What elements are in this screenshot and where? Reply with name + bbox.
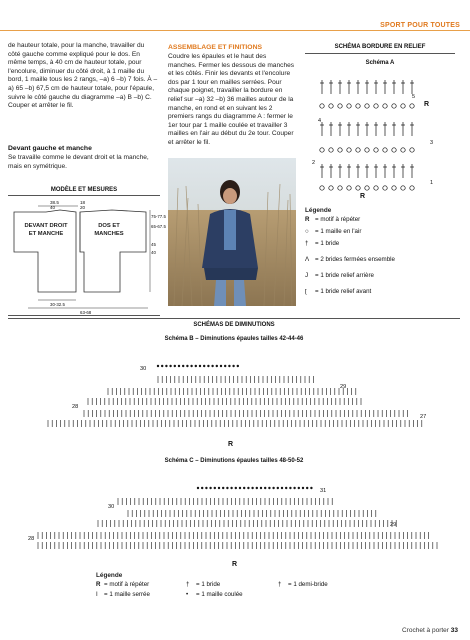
model-photo <box>168 158 296 306</box>
schema-c-title: Schéma C – Diminutions épaules tailles 48-50-52 <box>164 458 304 464</box>
m-right3: 45 <box>151 242 156 247</box>
assembly-text: Coudre les épaules et le haut des manches. Fermer les dessous de manches et les côtés. Finir les devants et l'encolure dos par 1 tour en mailles serrées. Pour chaque poignet, travailler la bordure en relief sur –a) 32 –b) 36 mailles autour de la manche, en rond et en suivant les 2 premiers rangs du diagramme A : fermer le 1er tour par 1 maille coulée et travailler 3 mailles en l'air au début du 2e tour. Couper et arrêter le fil. <box>168 53 295 146</box>
dim-legend-sym: † <box>278 581 282 588</box>
m-right2: 65-67.5 <box>151 224 166 229</box>
m-bottom2: 63-68 <box>80 310 92 315</box>
schema-a-diagram <box>312 70 452 200</box>
schema-c-label-30: 30 <box>108 504 115 510</box>
schema-b-label-29: 29 <box>340 384 347 390</box>
schema-c-label-31: 31 <box>320 488 327 494</box>
m-top1: 38.5 <box>50 200 59 205</box>
dim-legend-text: = 1 bride <box>196 581 221 588</box>
schema-b-diagram <box>8 350 460 450</box>
legend-a-sym: ○ <box>305 228 309 235</box>
dim-legend-item <box>186 580 276 590</box>
row-label-1: 1 <box>430 180 434 186</box>
legend-a-item <box>305 270 455 282</box>
dim-legend-title: Légende <box>96 572 123 579</box>
row-label-2: 2 <box>312 160 316 166</box>
dim-legend-col3 <box>278 580 368 590</box>
legend-a-sym: ʈ <box>305 288 307 295</box>
left-intro-text: de hauteur totale, pour la manche, travailler du côté gauche comme expliqué pour le dos. En même temps, à 40 cm de hauteur totale, pour l'encolure, diminuer du côté droit, à 1 maille du bord, 1 maille tous les 2 rangs, –a) 6 –b) 7 fois. À –a) 65 –b) 67,5 cm de hauteur totale, pour l'épaule, suivre le côté gauche du diagramme –a) B –b) C. Couper et arrêter le fil. <box>8 42 158 110</box>
m-top2: 18 <box>80 200 86 205</box>
dim-legend-item <box>278 580 368 590</box>
row-label-4: 4 <box>318 118 322 124</box>
legend-a-text: = 2 brides fermées ensemble <box>315 256 395 263</box>
schema-b-title: Schéma B – Diminutions épaules tailles 42-44-46 <box>164 336 304 342</box>
dim-legend-sym: † <box>186 581 190 588</box>
dim-legend-col2 <box>186 580 276 600</box>
schema-b-repeat: R <box>228 441 234 448</box>
legend-a-sym: J <box>305 272 309 279</box>
schema-a-heading: SCHÉMA BORDURE EN RELIEF <box>334 44 426 50</box>
dim-legend-sym: • <box>186 591 189 598</box>
schema-a-legend-title: Légende <box>305 207 332 214</box>
model-box-bottom-rule <box>8 315 160 316</box>
assembly-heading: ASSEMBLAGE ET FINITIONS <box>168 44 263 51</box>
schema-c-diagram <box>8 470 460 575</box>
page-footer <box>402 627 458 634</box>
schema-a-repeat-right: R <box>424 101 430 108</box>
dim-legend-text: = 1 demi-bride <box>288 581 328 588</box>
m-bottom1: 30-32.5 <box>50 302 65 307</box>
front-label: DEVANT DROIT ET MANCHE <box>24 223 68 237</box>
legend-a-item <box>305 254 455 266</box>
m-right1: 75-77.5 <box>151 214 166 219</box>
legend-a-text: = 1 maille en l'air <box>315 228 362 235</box>
schema-c-repeat: R <box>232 561 238 568</box>
legend-a-sym: † <box>305 240 309 247</box>
legend-a-item <box>305 214 455 226</box>
diminutions-top-rule <box>8 318 460 319</box>
dim-legend-text: = motif à répéter <box>104 581 150 588</box>
dim-legend-sym: I <box>96 591 98 598</box>
legend-a-sym: R <box>305 216 310 223</box>
legend-a-item <box>305 238 455 250</box>
legend-a-item <box>305 286 455 298</box>
schema-a-legend <box>305 214 455 298</box>
legend-a-text: = 1 bride relief avant <box>315 288 372 295</box>
dim-legend-item <box>96 580 186 590</box>
dim-legend-item <box>186 590 276 600</box>
legend-a-text: = 1 bride <box>315 240 340 247</box>
dim-legend-sym: R <box>96 581 101 588</box>
dim-legend-text: = 1 maille coulée <box>196 591 243 598</box>
legend-a-text: = 1 bride relief arrière <box>315 272 374 279</box>
m-right4: 40 <box>151 250 156 255</box>
legend-a-item <box>305 226 455 238</box>
page-number: 33 <box>450 627 458 634</box>
dim-legend-col1 <box>96 580 186 600</box>
schema-a-subtitle: Schéma A <box>365 60 395 66</box>
schema-c-label-29: 29 <box>390 522 397 528</box>
m-top2b: 20 <box>80 205 86 210</box>
model-box-title: MODÈLE ET MESURES <box>50 187 118 193</box>
schema-a-rule <box>305 53 455 54</box>
dim-legend-item <box>96 590 186 600</box>
schema-b-label-27: 27 <box>420 414 427 420</box>
model-diagram <box>8 196 166 315</box>
schema-b-label-28: 28 <box>72 404 79 410</box>
diminutions-heading: SCHÉMAS DE DIMINUTIONS <box>193 322 275 328</box>
legend-a-text: = motif à répéter <box>315 216 361 223</box>
row-label-5: 5 <box>412 94 416 100</box>
header-rule <box>0 30 470 31</box>
section-tag: SPORT POUR TOUTES <box>380 22 460 29</box>
row-label-3: 3 <box>430 140 434 146</box>
dim-legend-text: = 1 maille serrée <box>104 591 150 598</box>
m-top1b: 40 <box>50 205 56 210</box>
left-subtext: Se travaille comme le devant droit et la manche, mais en symétrique. <box>8 154 149 170</box>
footer-text: Crochet à porter <box>401 627 449 634</box>
back-label: DOS ET MANCHES <box>94 223 124 237</box>
legend-a-sym: Λ <box>305 256 310 263</box>
schema-b-label-30: 30 <box>140 366 147 372</box>
schema-c-label-28: 28 <box>28 536 35 542</box>
schema-a-repeat-bottom: R <box>360 193 366 200</box>
left-subhead: Devant gauche et manche <box>8 145 92 152</box>
